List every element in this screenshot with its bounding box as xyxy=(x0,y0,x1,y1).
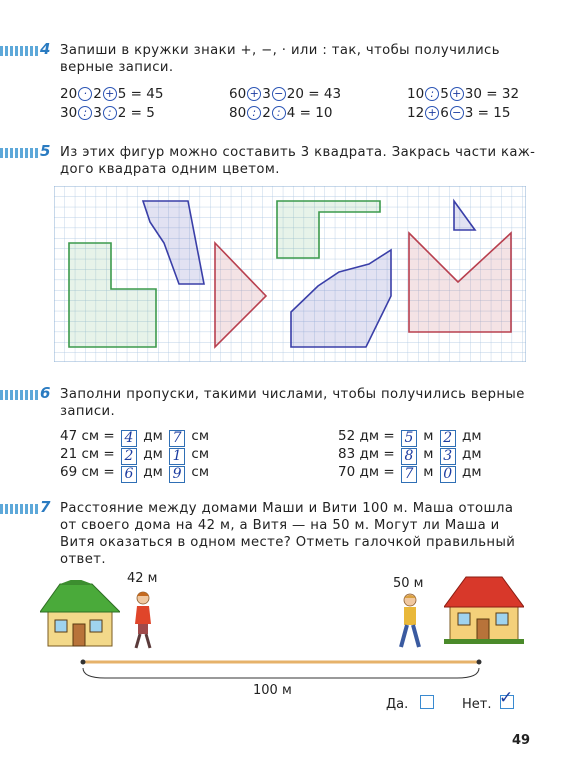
answer-box[interactable]: 7 xyxy=(401,466,417,483)
distance-diagram xyxy=(75,652,487,686)
left-house-illustration xyxy=(40,580,120,650)
answer-box[interactable]: 1 xyxy=(169,448,185,465)
task-number: 6 xyxy=(40,384,51,402)
operator-circle[interactable]: + xyxy=(425,106,439,120)
girl-figure xyxy=(130,590,156,650)
boy-figure xyxy=(396,592,424,650)
task-text-line: Витя оказаться в одном месте? Отметь галочкой правильный xyxy=(60,535,516,550)
answer-box[interactable]: 2 xyxy=(121,448,137,465)
operator-circle[interactable]: + xyxy=(103,87,117,101)
yes-label: Да. xyxy=(386,697,409,712)
no-label: Нет. xyxy=(462,697,492,712)
task-text-line: Заполни пропуски, такими числами, чтобы получились верные xyxy=(60,387,525,402)
task-text-line: дого квадрата одним цветом. xyxy=(60,162,280,177)
equation: 10 : 5 + 30 = 32 xyxy=(407,86,520,102)
masha-distance-label: 42 м xyxy=(127,571,158,586)
section-marker xyxy=(0,148,40,158)
task-text-line: Из этих фигур можно составить 3 квадрата. Закрась части каж- xyxy=(60,145,536,160)
grid-figure xyxy=(54,186,526,362)
conversion-row: 47 см = 4 дм 7 см xyxy=(60,428,210,446)
task-text-line: верные записи. xyxy=(60,60,174,75)
right-house-illustration xyxy=(444,575,524,645)
operator-circle[interactable]: + xyxy=(247,87,261,101)
task-number: 5 xyxy=(40,142,51,160)
equation: 30 : 3 : 2 = 5 xyxy=(60,105,155,121)
task-number: 7 xyxy=(40,498,51,516)
conversion-row: 21 см = 2 дм 1 см xyxy=(60,446,210,464)
answer-box[interactable]: 0 xyxy=(440,466,456,483)
section-marker xyxy=(0,504,40,514)
section-marker xyxy=(0,46,40,56)
conversion-row: 70 дм = 7 м 0 дм xyxy=(338,464,482,482)
operator-circle[interactable]: − xyxy=(450,106,464,120)
operator-circle[interactable]: : xyxy=(78,106,92,120)
equation: 12 + 6 − 3 = 15 xyxy=(407,105,511,121)
checkmark-icon: ✓ xyxy=(499,688,514,708)
task-text-line: Расстояние между домами Маши и Вити 100 м. Маша отошла xyxy=(60,501,514,516)
answer-box[interactable]: 4 xyxy=(121,430,137,447)
task-number: 4 xyxy=(40,40,51,58)
operator-circle[interactable]: + xyxy=(450,87,464,101)
answer-box[interactable]: 2 xyxy=(440,430,456,447)
answer-box[interactable]: 7 xyxy=(169,430,185,447)
section-marker xyxy=(0,390,40,400)
operator-circle[interactable]: − xyxy=(272,87,286,101)
operator-circle[interactable]: : xyxy=(272,106,286,120)
equation: 60 + 3 − 20 = 43 xyxy=(229,86,342,102)
page-number: 49 xyxy=(512,733,531,748)
operator-circle[interactable]: : xyxy=(103,106,117,120)
answer-box[interactable]: 6 xyxy=(121,466,137,483)
conversion-row: 52 дм = 5 м 2 дм xyxy=(338,428,482,446)
answer-box[interactable]: 3 xyxy=(440,448,456,465)
answer-box[interactable]: 8 xyxy=(401,448,417,465)
operator-circle[interactable]: : xyxy=(247,106,261,120)
yes-checkbox[interactable] xyxy=(420,695,434,709)
vitya-distance-label: 50 м xyxy=(393,576,424,591)
equation: 20 · 2 + 5 = 45 xyxy=(60,86,164,102)
conversion-row: 83 дм = 8 м 3 дм xyxy=(338,446,482,464)
task-text-line: от своего дома на 42 м, а Витя — на 50 м. Могут ли Маша и xyxy=(60,518,500,533)
answer-box[interactable]: 5 xyxy=(401,430,417,447)
operator-circle[interactable]: · xyxy=(78,87,92,101)
task-text-line: Запиши в кружки знаки +, −, · или : так, чтобы получились xyxy=(60,43,500,58)
total-distance-label: 100 м xyxy=(253,683,292,698)
conversion-row: 69 см = 6 дм 9 см xyxy=(60,464,210,482)
answer-box[interactable]: 9 xyxy=(169,466,185,483)
equation: 80 : 2 : 4 = 10 xyxy=(229,105,333,121)
operator-circle[interactable]: : xyxy=(425,87,439,101)
task-text-line: ответ. xyxy=(60,552,106,567)
task-text-line: записи. xyxy=(60,404,116,419)
